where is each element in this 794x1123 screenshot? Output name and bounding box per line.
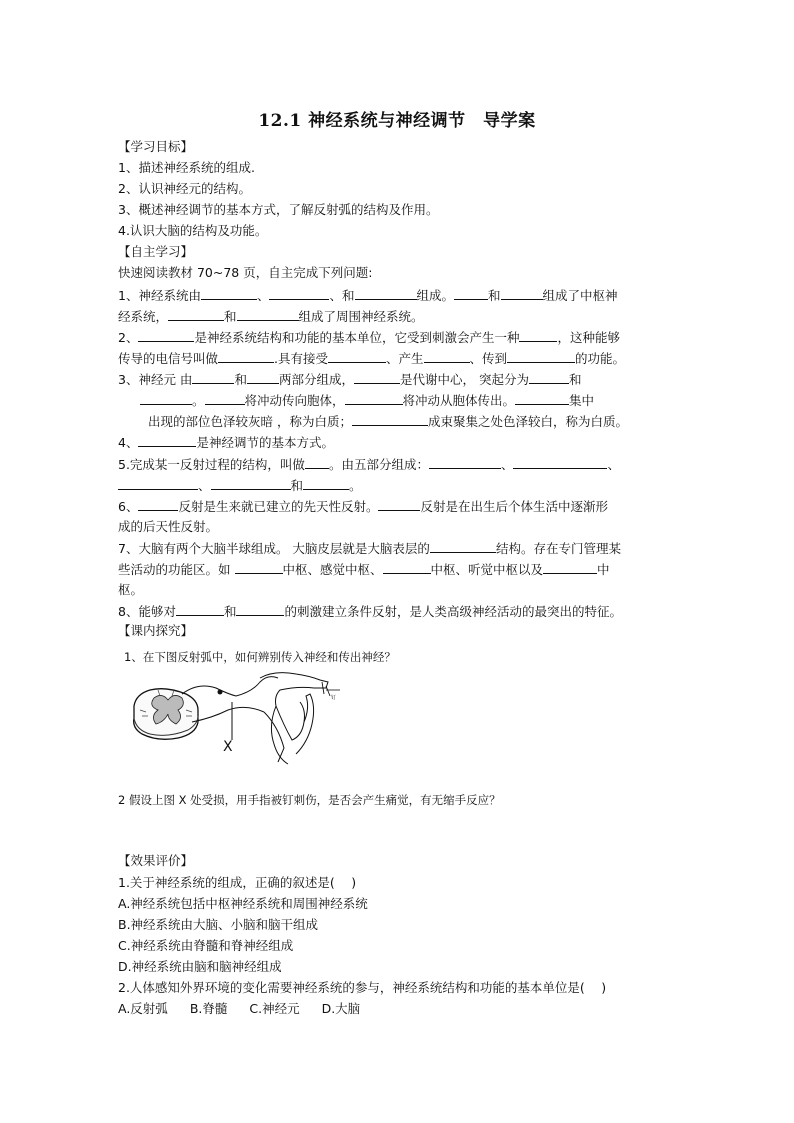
- self-study-header: 【自主学习】: [118, 244, 194, 259]
- goal-item: 1、描述神经系统的组成.: [118, 160, 255, 175]
- answer-blank[interactable]: [201, 286, 257, 300]
- answer-blank[interactable]: [354, 370, 400, 384]
- option-b[interactable]: B.脊髓: [189, 1001, 228, 1016]
- question-7-line-2: 些活动的功能区。如 中枢、感觉中枢、 中枢、听觉中枢以及 中: [118, 562, 610, 577]
- answer-blank[interactable]: [515, 391, 569, 405]
- question-2-line-1: 2、 是神经系统结构和功能的基本单位，它受到刺激会产生一种 ，这种能够: [118, 330, 620, 345]
- goals-header: 【学习目标】: [118, 139, 194, 154]
- question-7-line-3: 枢。: [118, 582, 144, 597]
- answer-blank[interactable]: [424, 349, 470, 363]
- question-3-line-3: 出现的部位色泽较灰暗 ，称为白质； 成束聚集之处色泽较白，称为白质。: [148, 414, 628, 429]
- option-d[interactable]: D.大脑: [321, 1001, 361, 1016]
- answer-blank[interactable]: [205, 391, 245, 405]
- answer-blank[interactable]: [454, 286, 488, 300]
- question-1-line-2: 经系统， 和 组成了周围神经系统。: [118, 309, 424, 324]
- question-4: 4、 是神经调节的基本方式。: [118, 435, 334, 450]
- answer-blank[interactable]: [355, 286, 417, 300]
- spinal-cord-section: [134, 689, 198, 740]
- answer-blank[interactable]: [138, 433, 196, 447]
- goal-item: 2、认识神经元的结构。: [118, 181, 251, 196]
- answer-blank[interactable]: [140, 391, 192, 405]
- answer-blank[interactable]: [236, 602, 284, 616]
- explore-question-1: 1、在下图反射弧中，如何辨别传入神经和传出神经？: [124, 650, 396, 664]
- option-a[interactable]: A.反射弧: [118, 1001, 168, 1016]
- answer-blank[interactable]: [383, 560, 431, 574]
- answer-blank[interactable]: [138, 328, 194, 342]
- answer-blank[interactable]: [269, 286, 329, 300]
- answer-blank[interactable]: [211, 476, 291, 490]
- answer-blank[interactable]: [247, 370, 279, 384]
- answer-blank[interactable]: [507, 349, 575, 363]
- answer-blank[interactable]: [429, 455, 501, 469]
- evaluation-header: 【效果评价】: [118, 853, 194, 868]
- option-c[interactable]: C.神经系统由脊髓和脊神经组成: [118, 938, 294, 953]
- evaluation-question-2-options: [118, 1000, 360, 1018]
- arm-outline: [260, 673, 340, 764]
- self-study-intro: 快速阅读教材 70~78 页，自主完成下列问题:: [118, 265, 373, 280]
- question-5-line-1: 5.完成某一反射过程的结构，叫做 。由五部分组成： 、 、: [118, 457, 620, 472]
- question-1-line-1: 1、神经系统由 、 、和 组成。 和 组成了中枢神: [118, 288, 618, 303]
- answer-blank[interactable]: [513, 455, 607, 469]
- answer-blank[interactable]: [345, 391, 403, 405]
- option-c[interactable]: C.神经元: [249, 1001, 300, 1016]
- question-3-line-2: 。 将冲动传向胞体， 将冲动从胞体传出。 集中: [140, 391, 594, 410]
- goal-item: 4.认识大脑的结构及功能。: [118, 223, 268, 238]
- answer-blank[interactable]: [543, 560, 597, 574]
- answer-blank[interactable]: [303, 476, 349, 490]
- answer-blank[interactable]: [237, 307, 299, 321]
- question-3-line-1: 3、神经元 由 和 两部分组成， 是代谢中心， 突起分为 和: [118, 372, 582, 387]
- answer-blank[interactable]: [192, 370, 234, 384]
- explore-question-2: 2 假设上图 X 处受损，用手指被钉刺伤，是否会产生痛觉，有无缩手反应？: [118, 793, 501, 807]
- question-6-line-1: 6、 反射是生来就已建立的先天性反射。 反射是在出生后个体生活中逐渐形: [118, 499, 608, 514]
- option-a[interactable]: A.神经系统包括中枢神经系统和周围神经系统: [118, 896, 368, 911]
- diagram-label-x: X: [223, 739, 233, 755]
- question-2-line-2: 传导的电信号叫做 .具有接受 、产生 、传到 的功能。: [118, 351, 626, 366]
- afferent-nerve: [182, 677, 278, 696]
- question-7-line-1: 7、大脑有两个大脑半球组成。 大脑皮层就是大脑表层的 结构。存在专门管理某: [118, 541, 621, 556]
- page-title: 12.1 神经系统与神经调节 导学案: [258, 111, 536, 131]
- explore-header: 【课内探究】: [118, 623, 194, 638]
- question-8: 8、能够对 和 的刺激建立条件反射，是人类高级神经活动的最突出的特征。: [118, 604, 622, 619]
- evaluation-question-2: 2.人体感知外界环境的变化需要神经系统的参与，神经系统结构和功能的基本单位是( ): [118, 980, 607, 995]
- option-d[interactable]: D.神经系统由脑和脑神经组成: [118, 959, 282, 974]
- svg-text:钉: 钉: [331, 695, 337, 701]
- efferent-nerve: [192, 707, 284, 762]
- answer-blank[interactable]: [430, 539, 496, 553]
- answer-blank[interactable]: [378, 497, 420, 511]
- answer-blank[interactable]: [501, 286, 543, 300]
- answer-blank[interactable]: [118, 476, 198, 490]
- answer-blank[interactable]: [328, 349, 386, 363]
- answer-blank[interactable]: [138, 497, 178, 511]
- answer-blank[interactable]: [529, 370, 569, 384]
- option-b[interactable]: B.神经系统由大脑、小脑和脑干组成: [118, 917, 319, 932]
- answer-blank[interactable]: [168, 307, 224, 321]
- answer-blank[interactable]: [519, 328, 557, 342]
- answer-blank[interactable]: [305, 455, 329, 469]
- question-6-line-2: 成的后天性反射。: [118, 519, 219, 534]
- answer-blank[interactable]: [352, 412, 428, 426]
- question-5-line-2: 、 和 。: [118, 476, 362, 495]
- answer-blank[interactable]: [218, 349, 274, 363]
- answer-blank[interactable]: [176, 602, 224, 616]
- evaluation-question-1: 1.关于神经系统的组成，正确的叙述是( ): [118, 875, 357, 890]
- reflex-arc-diagram: [128, 666, 348, 766]
- answer-blank[interactable]: [235, 560, 283, 574]
- goal-item: 3、概述神经调节的基本方式，了解反射弧的结构及作用。: [118, 202, 439, 217]
